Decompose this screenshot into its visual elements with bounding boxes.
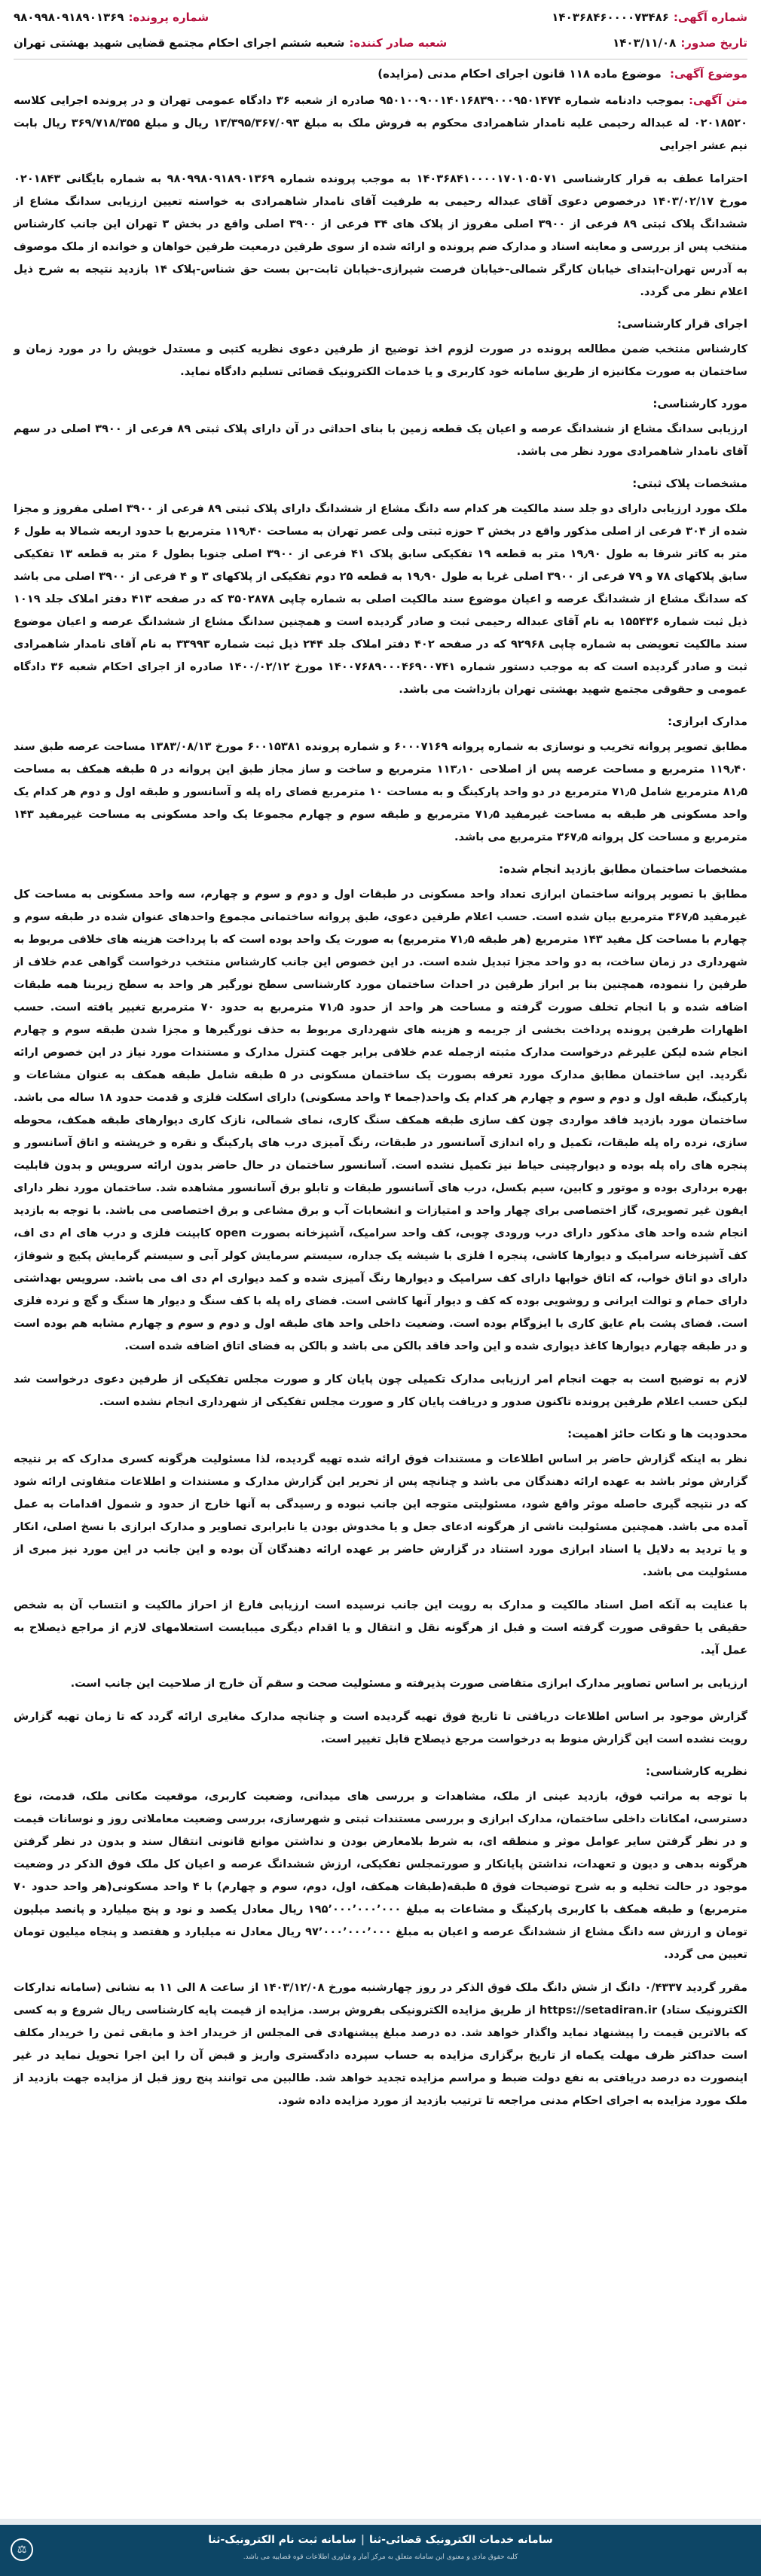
- section-registry: مشخصات پلاک ثبتی:: [632, 477, 747, 490]
- intro-text: بموجب دادنامه شماره ۹۵۰۱۰۰۹۰۰۱۴۰۱۶۸۳۹۰۰۰۹۵۰۱۴۷۴ صادره از شعبه ۳۶ دادگاه عمومی تهران و در پرونده اجرایی کلاسه ۰۲۰۱۸۵۲۰ له عبداله رحیمی علیه نامدار شاهمرادی محکوم به فروش ملک به مبلغ ۱۳/۳۹۵/۳۶۷/۰۹۳ ریال و مبلغ ۳۶۹/۷۱۸/۳۵۵ ریال بابت نیم عشر اجرایی: [14, 94, 747, 152]
- file-number-value: ۹۸۰۹۹۸۰۹۱۸۹۰۱۳۶۹: [14, 11, 124, 24]
- issuing-branch: [14, 36, 447, 50]
- ad-number-label: شماره آگهی:: [673, 11, 747, 24]
- issue-date-label: تاریخ صدور:: [680, 36, 747, 50]
- paragraph-limitations-1: نظر به اینکه گزارش حاضر بر اساس اطلاعات و مستندات فوق ارائه شده تهیه گردیده، لذا مسئولیت هرگونه کسری مدارک که بر نتیجه گزارش موثر باشد به عهده ارائه دهندگان می باشد و چنانچه پس از تحریر این گزارش مدارک و مستندات و اطلاعات متفاوتی ارائه شود که در نتیجه گیری حاصله موثر واقع شود، مسئولیتی متوجه این جانب نبوده و رسیدگی به آنها خارج از حدود و شمول اقدامات به عمل آمده می باشد. همچنین مسئولیت ناشی از هرگونه ادعای جعل و یا مخدوش بودن یا نابرابری تصاویر و مدارک ابرازی با نسخ اصلی، انکار و یا تردید به دلایل یا اسناد ابرازی مورد استناد در گزارش حاضر بر عهده ارائه دهندگان آن بوده و این جانب در این مورد نیز مبری از مسئولیت می باشد.: [14, 1453, 747, 1578]
- ad-number-value: ۱۴۰۳۶۸۴۶۰۰۰۰۷۳۴۸۶: [552, 11, 669, 24]
- site-footer: [0, 2525, 761, 2576]
- paragraph-subject: ارزیابی سدانگ مشاع از ششدانگ عرصه و اعیان یک قطعه زمین با بنای احداثی در آن دارای پلاک ثبتی ۸۹ فرعی از ۳۹۰۰ اصلی در سهم آقای نامدار شاهمرادی مورد نظر می باشد.: [14, 422, 748, 458]
- ad-header: [0, 0, 761, 59]
- file-number: [14, 11, 209, 24]
- issuing-branch-value: شعبه ششم اجرای احکام مجتمع قضایی شهید بهشتی تهران: [14, 36, 345, 50]
- subject-label: موضوع آگهی:: [669, 67, 747, 81]
- section-execution: اجرای قرار کارشناسی:: [617, 317, 747, 331]
- subject-value: موضوع ماده ۱۱۸ قانون اجرای احکام مدنی (مزایده): [377, 67, 662, 81]
- paragraph-registry: ملک مورد ارزیابی دارای دو جلد سند مالکیت هر کدام سه دانگ مشاع از ششدانگ دارای پلاک ثبتی ۸۹ فرعی از ۳۹۰۰ اصلی مفروز و مجزا شده از ۳۰۴ فرعی از اصلی مذکور واقع در بخش ۳ حوزه ثبتی ولی عصر تهران به مساحت ۱۱۹٫۴۰ مترمربع با حدود اربعه شمالا به طول ۶ متر به کاتر شرقا به طول ۱۹٫۹۰ متر به قطعه ۱۹ تفکیکی سابق پلاک ۴۱ فرعی از ۳۹۰۰ اصلی جنوبا بطول ۶ متر به قطعه ۱۳ تفکیکی سابق پلاکهای ۷۸ و ۷۹ فرعی از ۳۹۰۰ اصلی غربا به طول ۱۹٫۹۰ به قطعه ۲۵ دوم تفکیکی از پلاکهای ۳ و ۴ فرعی از ۳۹۰۰ اصلی می باشد که سدانگ مشاع از ششدانگ عرصه و اعیان موضوع سند مالکیت اصلی به شماره چاپی ۳۵۰۲۸۷۸ که در صفحه ۴۱۳ دفتر املاک جلد ۱۰۱۹ ذیل ثبت شماره ۱۵۵۴۳۶ به نام آقای عبداله رحیمی ثبت و صادر گردیده است و همچنین سدانگ مشاع از ششدانگ عرصه و اعیان موضوع سند مالکیت تعویضی به شماره چاپی ۹۲۹۶۸ که در صفحه ۴۰۲ دفتر املاک جلد ۲۴۴ ذیل ثبت شماره ۳۳۹۹۳ به نام آقای نامدار شاهمرادی ثبت و صادر گردیده است که به موجب دستور شماره ۱۴۰۰۷۶۸۹۰۰۰۴۶۹۰۰۷۴۱ مورخ ۱۴۰۰/۰۲/۱۲ صادره از اجرای احکام شعبه ۳۶ دادگاه عمومی و حقوقی مجتمع شهید بهشتی تهران بازداشت می باشد.: [14, 502, 748, 696]
- paragraph-limitations-2: با عنایت به آنکه اصل اسناد مالکیت و مدارک به رویت این جانب نرسیده است ارزیابی فارغ از احراز مالکیت و انتساب آن به شخص حقیقی یا حقوقی صورت گرفته است و قبل از هرگونه نقل و انتقال و یا اقدام دیگری میبایست استعلامهای لازم از مراجع ذیصلاح به عمل آید.: [14, 1599, 747, 1657]
- paragraph-opinion: با توجه به مراتب فوق، بازدید عینی از ملک، مشاهدات و بررسی های میدانی، وضعیت کاربری، موقعیت مکانی ملک، قدمت، نوع دسترسی، امکانات داخلی ساختمان، مدارک ابرازی و بررسی مستندات ثبتی و شهرسازی، بررسی وضعیت معاملاتی روز و نوسانات قیمت و در نظر گرفتن سایر عوامل موثر و منطقه ای، به شرط بلامعارض بودن و نداشتن موانع قانونی انتقال سند و بدون در نظر گرفتن هرگونه بدهی و دیون و تعهدات، نداشتن پایانکار و صورتمجلس تفکیکی، ارزش ششدانگ عرصه و اعیان کل ملک فوق الذکر در وضعیت موجود در حالت تخلیه و به شرح توضیحات فوق ۵ طبقه(طبقات همکف، اول، دوم، سوم و چهارم) با ۴ واحد مسکونی(هر واحد حدود ۷۰ مترمربع) و طبقه همکف با کاربری پارکینگ و مشاعات به مبلغ ۱۹۵٬۰۰۰٬۰۰۰٬۰۰۰ ریال معادل یکصد و نود و پنج میلیارد و پانصد میلیون تومان و ارزش سه دانگ مشاع از ششدانگ عرصه و اعیان به مبلغ ۹۷٬۰۰۰٬۰۰۰٬۰۰۰ ریال معادل نه میلیارد و هفتصد و پنجاه میلیون تومان تعیین می گردد.: [14, 1790, 747, 1961]
- paragraph-building: مطابق با تصویر پروانه ساختمان ابرازی تعداد واحد مسکونی در طبقات اول و دوم و سوم و چهارم، سه واحد مسکونی به مساحت کل غیرمفید ۳۶۷٫۵ مترمربع بیان شده است. حسب اعلام طرفین دعوی، طبق پروانه ساختمانی مجموع واحدهای عنوان شده در طبقه سوم و چهارم با مساحت کل مفید ۱۴۳ مترمربع (هر طبقه ۷۱٫۵ مترمربع) به صورت یک واحد بوده است که با پرداخت هزینه های خلافی مربوط به شهرداری در زمان ساخت، به دو واحد مجزا تبدیل شده است. در این خصوص این جانب کارشناس منتخب درخواست گواهی عدم خلاف از طرفین را ننموده، همچنین بنا بر ابراز طرفین در احداث ساختمان مورد کارشناسی سطح نورگیر هر واحد به سطح زیربنا همه طبقات اضافه شده و با انجام تخلف صورت گرفته و مساحت هر واحد از حدود ۷۱٫۵ مترمربع به حدود ۷۰ مترمربع تغییر یافته است. حسب اظهارات طرفین پرونده پرداخت بخشی از جریمه و هزینه های شهرداری مربوط به حذف نورگیرها و مجزا شدن طبقه سوم و چهارم انجام شده لیکن علیرغم درخواست مدارک مثبته ازجمله عدم خلافی برابر جهت کنترل مدارک و مستندات مورد نیاز در این خصوص ارائه نگردید. این ساختمان مطابق مدارک مورد تعرفه بصورت یک ساختمان مسکونی در ۵ طبقه شامل طبقه همکف به عنوان مشاعات و پارکینگ، طبقه اول و دوم و سوم و چهارم هر کدام یک واحد(جمعا ۴ واحد مسکونی) دارای اسکلت فلزی و قدمت حدود ۱۸ ساله می باشد. ساختمان مورد بازدید فاقد مواردی چون کف سازی طبقه همکف سنگ کاری، نمای شمالی، نازک کاری دیوارهای طبقه همکف، محوطه سازی، نرده راه پله طبقات، تکمیل و راه اندازی آسانسور در طبقات، رنگ آمیزی درب های پارکینگ و نقره و خرپشته و اتاق آسانسور و پنجره های راه پله بوده و دیوارچینی حیاط نیز تکمیل نشده است. آسانسور ساختمان در حال حاضر بدون ارائه سرویس و بدون قابلیت بهره برداری بوده و موتور و کابین، سیم بکسل، درب های آسانسور طبقات و تابلو برق آسانسور مشاهده شد. ساختمان مورد نظر دارای ایفون غیر تصویری، گاز اختصاصی برای چهار واحد و امتیازات و انشعابات آب و برق مشاعی و برق اختصاصی می باشد. با توجه به بازدید انجام شده واحد های مذکور دارای درب ورودی چوبی، کف واحد سرامیک، آشپزخانه بصورت open کابینت فلزی و درب های ام دی اف، کف آشپزخانه سرامیک و دیوارها کاشی، پنجره ا فلزی با شیشه یک جداره، سیستم سرمایش کولر آبی و سیستم گرمایش پکیج و شوفاژ، دارای دو اتاق خواب، که اتاق خوابها دارای کف سرامیک و دیوارها رنگ آمیزی شده و کمد دیواری ام دی اف می باشد. سرویس بهداشتی دارای حمام و توالت ایرانی و روشویی بوده که کف و دیوار آنها کاشی است. فضای راه پله با کف سنگ و دیوار ها سنگ و گچ و نرده فلزی است. فضای پشت بام عایق کاری با ایزوگام بوده است. وضعیت داخلی واحد های طبقه اول و دوم و سوم و چهارم مشابه هم بوده است و در طبقه چهارم دیوارها کاغذ دیواری شده و این واحد فاقد بالکن می باشد و بالکن به فضای اتاق اضافه شده است.: [14, 888, 748, 1352]
- intro-paragraph: [14, 90, 747, 157]
- paragraph-limitations-4: گزارش موجود بر اساس اطلاعات دریافتی تا تاریخ فوق تهیه گردیده است و چنانچه مدارک مغایری ارائه گردد که تا زمان تهیه گزارش رویت نشده است این گزارش منوط به درخواست مرجع ذیصلاح قابل تغییر است.: [14, 1710, 747, 1745]
- footer-links: [0, 2525, 761, 2546]
- paragraph-assessment: احتراما عطف به قرار کارشناسی ۱۴۰۳۶۸۴۱۰۰۰۰۱۷۰۱۰۵۰۷۱ به موجب پرونده شماره ۹۸۰۹۹۸۰۹۱۸۹۰۱۳۶۹ به شماره بایگانی ۰۲۰۱۸۴۳ مورخ ۱۴۰۳/۰۲/۱۷ درخصوص دعوی آقای عبداله رحیمی به طرفیت آقای نامدار شاهمرادی به خواسته تعیین ارزیابی سدانگ مشاع از ششدانگ پلاک ثبتی ۸۹ فرعی از ۳۹۰۰ اصلی مفروز از پلاک های ۳۴ فرعی از ۳۹۰۰ اصلی واقع در بخش ۳ تهران این جانب کارشناس منتخب پس از بررسی و معاینه اسناد و مدارک ضم پرونده و ارائه شده از سوی طرفین درمعیت طرفین خواهان و خوانده از ملک موصوف به آدرس تهران-ابتدای خیابان کارگر شمالی-خیابان فرصت شیرازی-خیابان ثابت-بن بست حق شناس-پلاک ۱۴ بازدید نتیجه به شرح ذیل اعلام نظر می گردد.: [14, 172, 748, 298]
- section-building: مشخصات ساختمان مطابق بازدید انجام شده:: [499, 862, 747, 876]
- paragraph-auction-terms: مقرر گردید ۰/۴۳۳۷ دانگ از شش دانگ ملک فوق الذکر در روز چهارشنبه مورخ ۱۴۰۳/۱۲/۰۸ از ساعت ۸ الی ۱۱ به نشانی (سامانه تدارکات الکترونیک ستاد) https://setadiran.ir از طریق مزایده الکترونیکی بفروش برسد. مزایده از قیمت پایه کارشناسی ریال شروع و به کسی که بالاترین قیمت را پیشنهاد نماید واگذار خواهد شد. ده درصد مبلغ پیشنهادی فی المجلس از خریدار اخذ و مابقی ثمن را خریدار مکلف است حداکثر ظرف مهلت یکماه از تاریخ برگزاری مزایده به حساب سپرده دادگستری واریز و قبض آن را این اجرا تحویل نماید در غیر اینصورت ده درصد دریافتی به نفع دولت ضبط و مراسم مزایده تجدید خواهد شد. طالبین می توانند پنج روز قبل از مزایده جهت بازدید از ملک مورد مزایده به اجرای احکام مدنی مراجعه تا ترتیب بازدید از مورد مزایده داده شود.: [14, 1981, 747, 2107]
- footer-top-strip: [0, 2519, 761, 2525]
- section-subject: مورد کارشناسی:: [653, 397, 747, 410]
- ad-content: [0, 67, 761, 2112]
- paragraph-permit: مطابق تصویر پروانه تخریب و نوسازی به شماره پروانه ۶۰۰۰۷۱۶۹ و شماره پرونده ۶۰۰۱۵۳۸۱ مورخ ۱۳۸۳/۰۸/۱۳ مساحت عرصه طبق سند ۱۱۹٫۴۰ مترمربع و مساحت عرصه پس از اصلاحی ۱۱۳٫۱۰ مترمربع و ساخت و ساز مجاز طبق این پروانه در ۵ طبقه همکف به مساحت ۸۱٫۵ مترمربع شامل ۷۱٫۵ مترمربع در دو واحد پارکینگ و به مساحت ۱۰ مترمربع فضای راه پله و آسانسور و طبقه اول و دوم هر کدام یک واحد مسکونی هر طبقه به مساحت غیرمفید ۷۱٫۵ مترمربع و طبقه سوم و چهارم مجموعا یک واحد مسکونی به مساحت غیرمفید ۱۴۳ مترمربع و مساحت کل پروانه ۳۶۷٫۵ مترمربع می باشد.: [14, 740, 747, 843]
- paragraph-execution: کارشناس منتخب ضمن مطالعه پرونده در صورت لزوم اخذ توضیح از طرفین دعوی نظریه کتبی و مستدل خویش را در مورد زمان و ساختمان به صورت مکانیزه از طریق سامانه خود کاربری و یا خدمات الکترونیک قضائی تسلیم دادگاه نماید.: [14, 343, 747, 378]
- footer-separator: |: [360, 2534, 365, 2546]
- section-opinion: نظریه کارشناسی:: [646, 1764, 747, 1778]
- issue-date: [613, 36, 747, 50]
- footer-link-sana-registration[interactable]: سامانه ثبت نام الکترونیک-ثنا: [208, 2534, 356, 2546]
- emblem-icon: ⚖: [11, 2538, 33, 2561]
- meta-row-1: [14, 5, 747, 30]
- subject-row: [14, 67, 747, 81]
- footer-link-sana-services[interactable]: سامانه خدمات الکترونیک قضائی-ثنا: [368, 2534, 553, 2546]
- section-limitations: محدودیت ها و نکات حائز اهمیت:: [567, 1427, 747, 1440]
- issue-date-value: ۱۴۰۳/۱۱/۰۸: [613, 36, 677, 50]
- paragraph-missing-docs: لازم به توضیح است به جهت انجام امر ارزیابی مدارک تکمیلی چون پایان کار و صورت مجلس تفکیکی از طرفین دعوی درخواست شد لیکن حسب اعلام طرفین پرونده تاکنون صدور و دریافت پایان کار و صورت مجلس تفکیکی از شهرداری انجام نشده است.: [14, 1373, 747, 1408]
- footer-copyright: کلیه حقوق مادی و معنوی این سامانه متعلق به مرکز آمار و فناوری اطلاعات قوه قضاییه می باشد.: [243, 2553, 518, 2561]
- file-number-label: شماره پرونده:: [128, 11, 209, 24]
- ad-number: [552, 11, 747, 24]
- issuing-branch-label: شعبه صادر کننده:: [349, 36, 448, 50]
- section-permit: مدارک ابرازی:: [668, 715, 747, 728]
- meta-row-2: [14, 30, 747, 56]
- intro-label: متن آگهی:: [689, 94, 747, 107]
- paragraph-limitations-3: ارزیابی بر اساس تصاویر مدارک ابرازی متقاضی صورت پذیرفته و مسئولیت صحت و سقم آن خارج از صلاحیت این جانب است.: [70, 1677, 747, 1690]
